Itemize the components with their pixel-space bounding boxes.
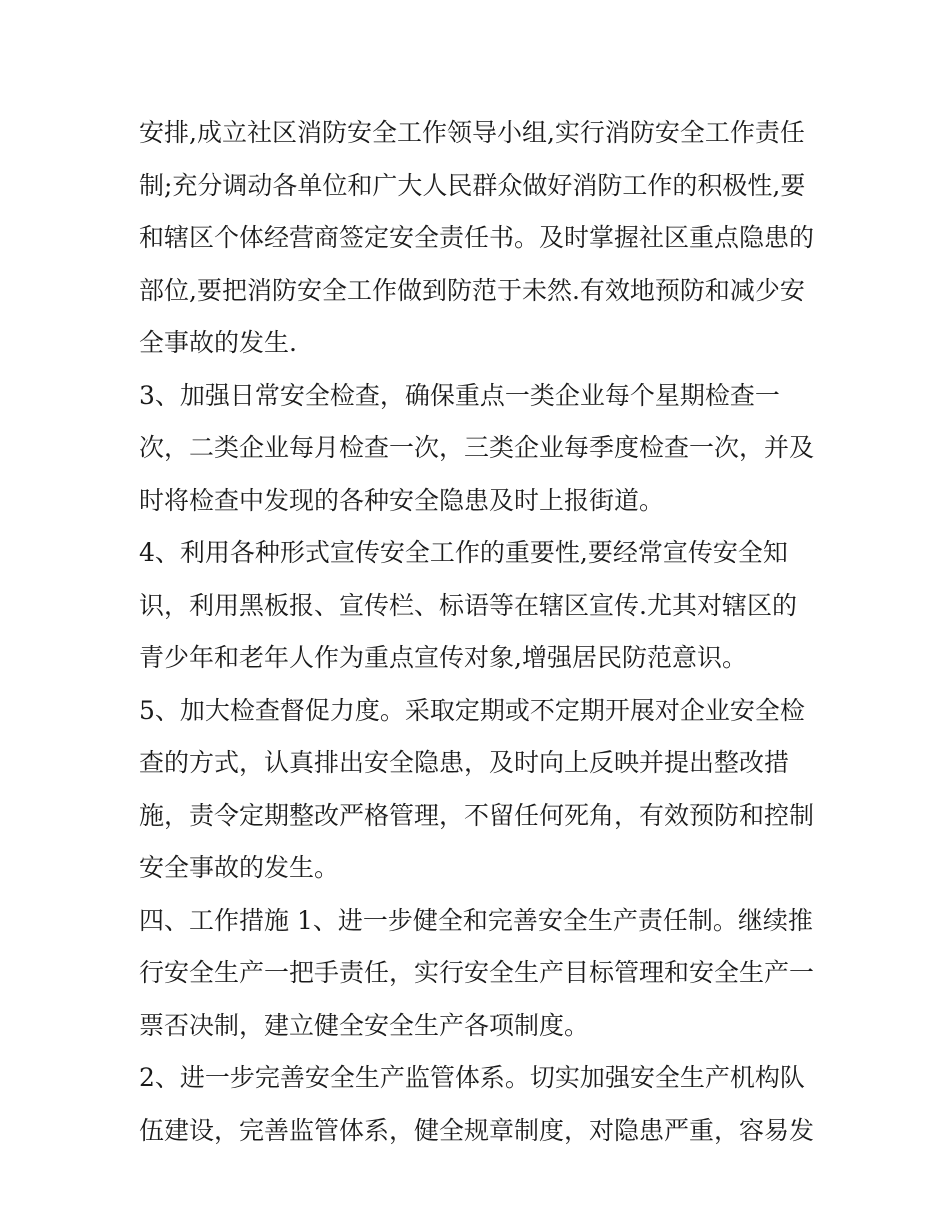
text-line-18: 票否决制，建立健全安全生产各项制度。 (139, 1010, 590, 1040)
text-line-5: 全事故的发生. (139, 328, 297, 357)
text-line-13: 查的方式，认真排出安全隐患，及时向上反映并提出整改措 (139, 748, 790, 777)
text-line-17: 行安全生产一把手责任，实行安全生产目标管理和安全生产一 (139, 958, 815, 987)
text-line-1: 安排,成立社区消防安全工作领导小组,实行消防安全工作责任 (139, 118, 805, 147)
text-line-19: 2、进一步完善安全生产监管体系。切实加强安全生产机构队 (139, 1063, 805, 1092)
text-line-4: 部位,要把消防安全工作做到防范于未然.有效地预防和减少安 (139, 275, 805, 305)
text-line-3: 和辖区个体经营商签定安全责任书。及时掌握社区重点隐患的 (139, 223, 815, 252)
text-line-7: 次，二类企业每月检查一次，三类企业每季度检查一次，并及 (139, 433, 815, 462)
text-line-11: 青少年和老年人作为重点宣传对象,增强居民防范意识。 (139, 643, 747, 672)
text-line-8: 时将检查中发现的各种安全隐患及时上报街道。 (139, 485, 665, 515)
text-line-12: 5、加大检查督促力度。采取定期或不定期开展对企业安全检 (139, 695, 805, 725)
text-line-14: 施，责令定期整改严格管理，不留任何死角，有效预防和控制 (139, 800, 815, 830)
text-line-10: 识，利用黑板报、宣传栏、标语等在辖区宣传.尤其对辖区的 (139, 590, 797, 620)
text-line-20: 伍建设，完善监管体系，健全规章制度，对隐患严重，容易发 (139, 1115, 815, 1145)
text-line-16: 四、工作措施 1、进一步健全和完善安全生产责任制。继续推 (139, 905, 813, 935)
text-line-9: 4、利用各种形式宣传安全工作的重要性,要经常宣传安全知 (139, 538, 788, 567)
text-line-15: 安全事故的发生。 (139, 853, 340, 882)
body-text (139, 107, 819, 1157)
text-line-2: 制;充分调动各单位和广大人民群众做好消防工作的积极性,要 (139, 170, 806, 200)
text-line-6: 3、加强日常安全检查，确保重点一类企业每个星期检查一 (139, 380, 780, 410)
